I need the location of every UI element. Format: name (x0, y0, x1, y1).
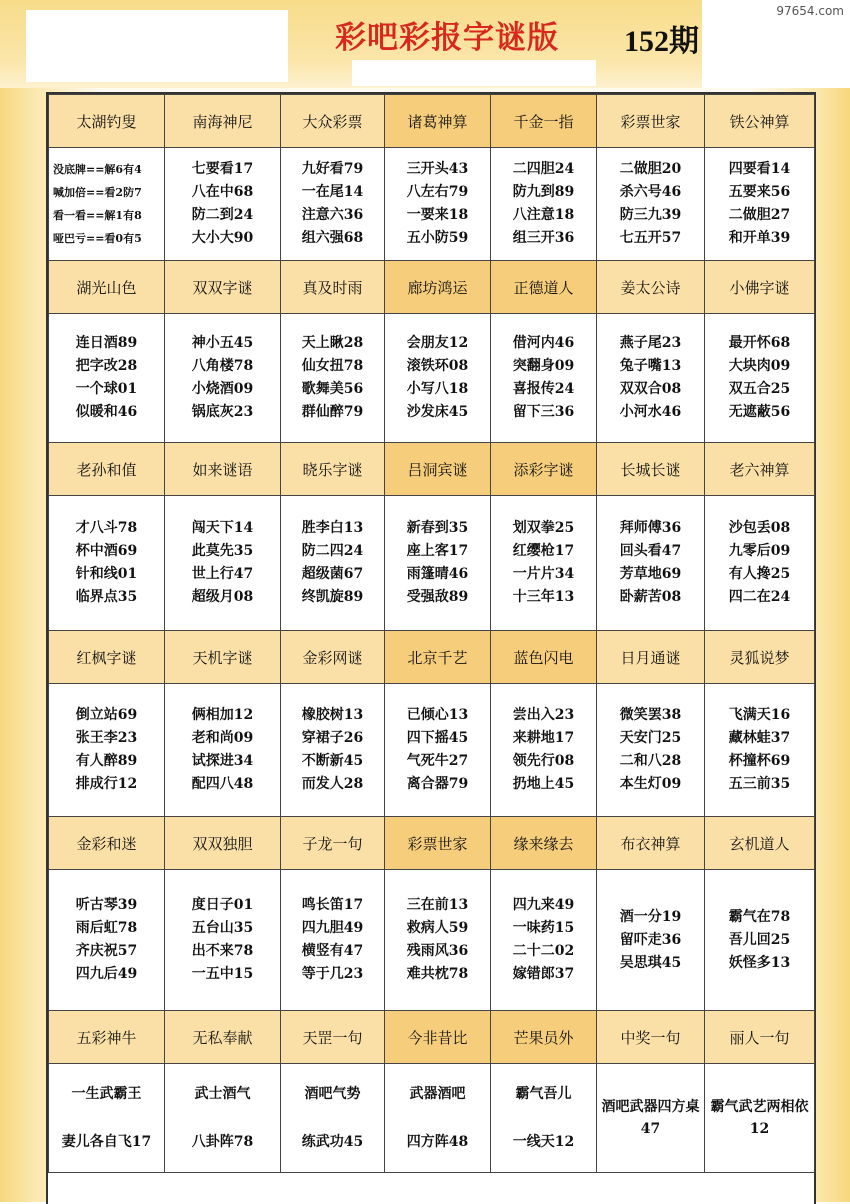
prediction-line: 防三九39 (619, 207, 682, 223)
prediction-line: 齐庆祝57 (75, 943, 138, 959)
column-header: 天机字谜 (165, 631, 281, 684)
column-header: 铁公神算 (705, 95, 815, 148)
prediction-line: 防二到24 (191, 207, 254, 223)
column-header: 老孙和值 (49, 443, 165, 496)
prediction-cell (597, 1064, 705, 1173)
predictions-row (49, 314, 815, 443)
prediction-line: 一片片34 (512, 566, 575, 582)
prediction-line: 防九到89 (512, 184, 575, 200)
prediction-line: 十三年13 (512, 589, 575, 605)
prediction-cell (165, 1064, 281, 1173)
prediction-line: 藏林蛙37 (728, 730, 791, 746)
column-header: 红枫字谜 (49, 631, 165, 684)
prediction-line: 胜李白13 (301, 520, 364, 536)
prediction-cell (385, 496, 491, 631)
column-header: 双双独胆 (165, 817, 281, 870)
prediction-line: 注意六36 (301, 207, 364, 223)
predictions-row (49, 684, 815, 817)
prediction-line: 武士酒气 (194, 1086, 251, 1102)
prediction-line: 四方阵48 (406, 1134, 469, 1150)
blank-panel-left (26, 10, 288, 82)
column-header: 布衣神算 (597, 817, 705, 870)
prediction-line: 妖怪多13 (728, 954, 791, 971)
column-header: 小佛字谜 (705, 261, 815, 314)
prediction-line: 横竖有47 (301, 943, 364, 959)
prediction-line: 五台山35 (191, 920, 254, 936)
prediction-line: 受强敌89 (406, 589, 469, 605)
prediction-line: 把字改28 (75, 358, 138, 374)
prediction-line: 四九后49 (75, 966, 138, 982)
header-row (49, 1011, 815, 1064)
prediction-line: 雨篷晴46 (406, 566, 469, 582)
prediction-cell (385, 314, 491, 443)
prediction-cell (491, 684, 597, 817)
prediction-line: 霸气武艺两相依12 (710, 1099, 809, 1137)
prediction-line: 吾儿回25 (728, 931, 791, 948)
prediction-line: 八角楼78 (191, 358, 254, 374)
prediction-line: 歌舞美56 (301, 381, 364, 397)
prediction-line: 二四胆24 (512, 161, 575, 177)
predictions-row (49, 148, 815, 261)
column-header: 南海神尼 (165, 95, 281, 148)
prediction-cell (597, 870, 705, 1011)
prediction-line: 哑巴亏==看0有5 (53, 232, 142, 245)
column-header: 芒果员外 (491, 1011, 597, 1064)
prediction-line: 酒一分19 (619, 908, 682, 925)
column-header: 湖光山色 (49, 261, 165, 314)
column-header: 真及时雨 (281, 261, 385, 314)
prediction-cell (49, 684, 165, 817)
prediction-line: 会朋友12 (406, 335, 469, 351)
prediction-line: 杯中酒69 (75, 543, 138, 559)
prediction-cell (705, 1064, 815, 1173)
prediction-line: 八卦阵78 (191, 1134, 254, 1150)
prediction-line: 群仙醉79 (301, 404, 364, 420)
prediction-line: 霸气吾儿 (515, 1086, 572, 1102)
prediction-cell (491, 870, 597, 1011)
prediction-cell (49, 1064, 165, 1173)
predictions-row (49, 496, 815, 631)
prediction-line: 四九胆49 (301, 920, 364, 936)
prediction-cell (281, 684, 385, 817)
site-watermark: 97654.com (776, 4, 844, 18)
column-header: 老六神算 (705, 443, 815, 496)
prediction-line: 杀六号46 (619, 184, 682, 200)
prediction-line: 大小大90 (191, 230, 254, 246)
prediction-cell (165, 314, 281, 443)
prediction-line: 扔地上45 (512, 776, 575, 792)
prediction-line: 座上客17 (406, 543, 469, 559)
prediction-line: 锅底灰23 (191, 404, 254, 420)
prediction-line: 领先行08 (512, 753, 575, 769)
prediction-line: 新春到35 (406, 520, 469, 536)
prediction-line: 燕子尾23 (619, 335, 682, 351)
header-row (49, 261, 815, 314)
prediction-cell (597, 684, 705, 817)
prediction-line: 微笑罢38 (619, 707, 682, 723)
prediction-line: 八注意18 (512, 207, 575, 223)
prediction-cell (281, 870, 385, 1011)
prediction-line: 终凯旋89 (301, 589, 364, 605)
column-header: 今非昔比 (385, 1011, 491, 1064)
prediction-line: 连日酒89 (75, 335, 138, 351)
column-header: 丽人一句 (705, 1011, 815, 1064)
prediction-line: 最开怀68 (728, 335, 791, 351)
prediction-line: 一线天12 (512, 1134, 575, 1150)
prediction-line: 芳草地69 (619, 566, 682, 582)
column-header: 北京千艺 (385, 631, 491, 684)
prediction-cell (705, 148, 815, 261)
column-header: 吕洞宾谜 (385, 443, 491, 496)
prediction-line: 大块肉09 (728, 358, 791, 374)
column-header: 正德道人 (491, 261, 597, 314)
predictions-row (49, 1064, 815, 1173)
prediction-line: 酒吧气势 (304, 1086, 361, 1102)
prediction-line: 鸣长笛17 (301, 897, 364, 913)
prediction-cell (491, 148, 597, 261)
prediction-line: 二和八28 (619, 753, 682, 769)
prediction-line: 残雨风36 (406, 943, 469, 959)
column-header: 如来谜语 (165, 443, 281, 496)
prediction-line: 喊加倍==看2防7 (53, 186, 142, 199)
prediction-line: 俩相加12 (191, 707, 254, 723)
prediction-line: 双五合25 (728, 381, 791, 397)
prediction-line: 等于几23 (301, 966, 364, 982)
prediction-line: 不断新45 (301, 753, 364, 769)
prediction-line: 二十二02 (512, 943, 575, 959)
prediction-line: 穿裙子26 (301, 730, 364, 746)
prediction-line: 试探进34 (191, 753, 254, 769)
prediction-line: 一味药15 (512, 920, 575, 936)
prediction-cell (491, 496, 597, 631)
prediction-line: 没底牌==解6有4 (53, 163, 142, 176)
prediction-line: 尝出入23 (512, 707, 575, 723)
prediction-line: 闯天下14 (191, 520, 254, 536)
prediction-line: 滚铁环08 (406, 358, 469, 374)
prediction-line: 二做胆20 (619, 161, 682, 177)
prediction-line: 八在中68 (191, 184, 254, 200)
prediction-line: 沙发床45 (406, 404, 469, 420)
prediction-line: 酒吧武器四方桌47 (601, 1099, 700, 1137)
prediction-line: 吴思琪45 (619, 954, 682, 971)
prediction-line: 此莫先35 (191, 543, 254, 559)
prediction-line: 防二四24 (301, 543, 364, 559)
column-header: 五彩神牛 (49, 1011, 165, 1064)
prediction-line: 武器酒吧 (409, 1086, 466, 1102)
prediction-line: 排成行12 (75, 776, 138, 792)
prediction-cell (165, 870, 281, 1011)
prediction-line: 八左右79 (406, 184, 469, 200)
column-header: 千金一指 (491, 95, 597, 148)
prediction-line: 组三开36 (512, 230, 575, 246)
column-header: 添彩字谜 (491, 443, 597, 496)
header-row (49, 443, 815, 496)
prediction-line: 练武功45 (301, 1134, 364, 1150)
prediction-line: 听古琴39 (75, 897, 138, 913)
prediction-line: 看一看==解1有8 (53, 209, 142, 222)
prediction-line: 似暖和46 (75, 404, 138, 420)
prediction-line: 针和线01 (75, 566, 138, 582)
prediction-line: 度日子01 (191, 897, 254, 913)
prediction-line: 双双合08 (619, 381, 682, 397)
column-header: 太湖钓叟 (49, 95, 165, 148)
prediction-line: 卧薪苦08 (619, 589, 682, 605)
column-header: 长城长谜 (597, 443, 705, 496)
column-header: 金彩网谜 (281, 631, 385, 684)
column-header: 灵狐说梦 (705, 631, 815, 684)
prediction-line: 七五开57 (619, 230, 682, 246)
prediction-line: 救病人59 (406, 920, 469, 936)
prediction-cell (281, 314, 385, 443)
prediction-line: 有人搀25 (728, 566, 791, 582)
prediction-cell (491, 1064, 597, 1173)
column-header: 诸葛神算 (385, 95, 491, 148)
prediction-line: 而发人28 (301, 776, 364, 792)
riddle-grid (48, 94, 815, 1173)
prediction-cell (385, 684, 491, 817)
prediction-line: 张王李23 (75, 730, 138, 746)
prediction-line: 气死牛27 (406, 753, 469, 769)
prediction-line: 飞满天16 (728, 707, 791, 723)
predictions-row (49, 870, 815, 1011)
prediction-line: 划双拳25 (512, 520, 575, 536)
prediction-line: 倒立站69 (75, 707, 138, 723)
header-row (49, 817, 815, 870)
header-row (49, 631, 815, 684)
column-header: 廊坊鸿运 (385, 261, 491, 314)
header-row (49, 95, 815, 148)
prediction-cell (385, 148, 491, 261)
prediction-line: 仙女扭78 (301, 358, 364, 374)
prediction-line: 临界点35 (75, 589, 138, 605)
column-header: 缘来缘去 (491, 817, 597, 870)
column-header: 玄机道人 (705, 817, 815, 870)
prediction-cell (281, 148, 385, 261)
prediction-cell (165, 148, 281, 261)
prediction-line: 五小防59 (406, 230, 469, 246)
prediction-line: 喜报传24 (512, 381, 575, 397)
prediction-line: 红缨枪17 (512, 543, 575, 559)
prediction-line: 超级菌67 (301, 566, 364, 582)
column-header: 中奖一句 (597, 1011, 705, 1064)
prediction-line: 才八斗78 (75, 520, 138, 536)
prediction-line: 四九来49 (512, 897, 575, 913)
column-header: 金彩和迷 (49, 817, 165, 870)
prediction-line: 有人醉89 (75, 753, 138, 769)
prediction-line: 四二在24 (728, 589, 791, 605)
prediction-cell (165, 496, 281, 631)
prediction-cell (281, 1064, 385, 1173)
prediction-line: 雨后虹78 (75, 920, 138, 936)
issue-number: 152期 (624, 25, 699, 58)
prediction-line: 兔子嘴13 (619, 358, 682, 374)
column-header: 彩票世家 (597, 95, 705, 148)
prediction-line: 借河内46 (512, 335, 575, 351)
prediction-cell (49, 314, 165, 443)
prediction-line: 一要来18 (406, 207, 469, 223)
prediction-cell (385, 1064, 491, 1173)
column-header: 彩票世家 (385, 817, 491, 870)
prediction-line: 一生武霸王 (71, 1086, 142, 1102)
prediction-cell (165, 684, 281, 817)
prediction-line: 来耕地17 (512, 730, 575, 746)
column-header: 日月通谜 (597, 631, 705, 684)
prediction-line: 神小五45 (191, 335, 254, 351)
prediction-line: 天上瞅28 (301, 335, 364, 351)
prediction-line: 组六强68 (301, 230, 364, 246)
prediction-line: 九零后09 (728, 543, 791, 559)
column-header: 姜太公诗 (597, 261, 705, 314)
prediction-line: 小烧酒09 (191, 381, 254, 397)
prediction-cell (705, 496, 815, 631)
page-title: 彩吧彩报字谜版 (335, 20, 559, 56)
prediction-line: 三开头43 (406, 161, 469, 177)
column-header: 晓乐字谜 (281, 443, 385, 496)
prediction-line: 和开单39 (728, 230, 791, 246)
column-header: 子龙一句 (281, 817, 385, 870)
prediction-cell (597, 148, 705, 261)
column-header: 天罡一句 (281, 1011, 385, 1064)
prediction-line: 五要来56 (728, 184, 791, 200)
column-header: 双双字谜 (165, 261, 281, 314)
prediction-line: 无遮蔽56 (728, 404, 791, 420)
prediction-line: 老和尚09 (191, 730, 254, 746)
column-header: 蓝色闪电 (491, 631, 597, 684)
prediction-line: 离合器79 (406, 776, 469, 792)
prediction-cell (705, 684, 815, 817)
prediction-line: 妻儿各自飞17 (61, 1134, 152, 1150)
prediction-line: 已倾心13 (406, 707, 469, 723)
prediction-line: 一个球01 (75, 381, 138, 397)
prediction-line: 突翻身09 (512, 358, 575, 374)
prediction-line: 小写八18 (406, 381, 469, 397)
prediction-line: 世上行47 (191, 566, 254, 582)
prediction-cell (491, 314, 597, 443)
prediction-line: 嫁错郎37 (512, 966, 575, 982)
prediction-line: 小河水46 (619, 404, 682, 420)
column-header: 无私奉献 (165, 1011, 281, 1064)
prediction-line: 霸气在78 (728, 908, 791, 925)
prediction-line: 橡胶树13 (301, 707, 364, 723)
riddle-table (46, 92, 816, 1204)
prediction-cell (705, 314, 815, 443)
prediction-line: 拜师傅36 (619, 520, 682, 536)
prediction-line: 超级月08 (191, 589, 254, 605)
prediction-cell (385, 870, 491, 1011)
prediction-cell (597, 314, 705, 443)
prediction-line: 本生灯09 (619, 776, 682, 792)
prediction-cell (705, 870, 815, 1011)
prediction-line: 三在前13 (406, 897, 469, 913)
prediction-line: 一五中15 (191, 966, 254, 982)
prediction-line: 回头看47 (619, 543, 682, 559)
prediction-line: 天安门25 (619, 730, 682, 746)
prediction-line: 杯撞杯69 (728, 753, 791, 769)
prediction-line: 一在尾14 (301, 184, 364, 200)
prediction-line: 九好看79 (301, 161, 364, 177)
prediction-line: 五三前35 (728, 776, 791, 792)
prediction-line: 留吓走36 (619, 931, 682, 948)
prediction-line: 沙包丢08 (728, 520, 791, 536)
prediction-line: 七要看17 (191, 161, 254, 177)
prediction-line: 四要看14 (728, 161, 791, 177)
prediction-line: 二做胆27 (728, 207, 791, 223)
prediction-cell (597, 496, 705, 631)
prediction-cell (49, 148, 165, 261)
prediction-line: 四下摇45 (406, 730, 469, 746)
column-header: 大众彩票 (281, 95, 385, 148)
prediction-line: 留下三36 (512, 404, 575, 420)
blank-panel-middle (352, 60, 596, 86)
prediction-cell (49, 496, 165, 631)
prediction-line: 配四八48 (191, 776, 254, 792)
prediction-cell (281, 496, 385, 631)
prediction-line: 出不来78 (191, 943, 254, 959)
prediction-cell (49, 870, 165, 1011)
prediction-line: 难共枕78 (406, 966, 469, 982)
